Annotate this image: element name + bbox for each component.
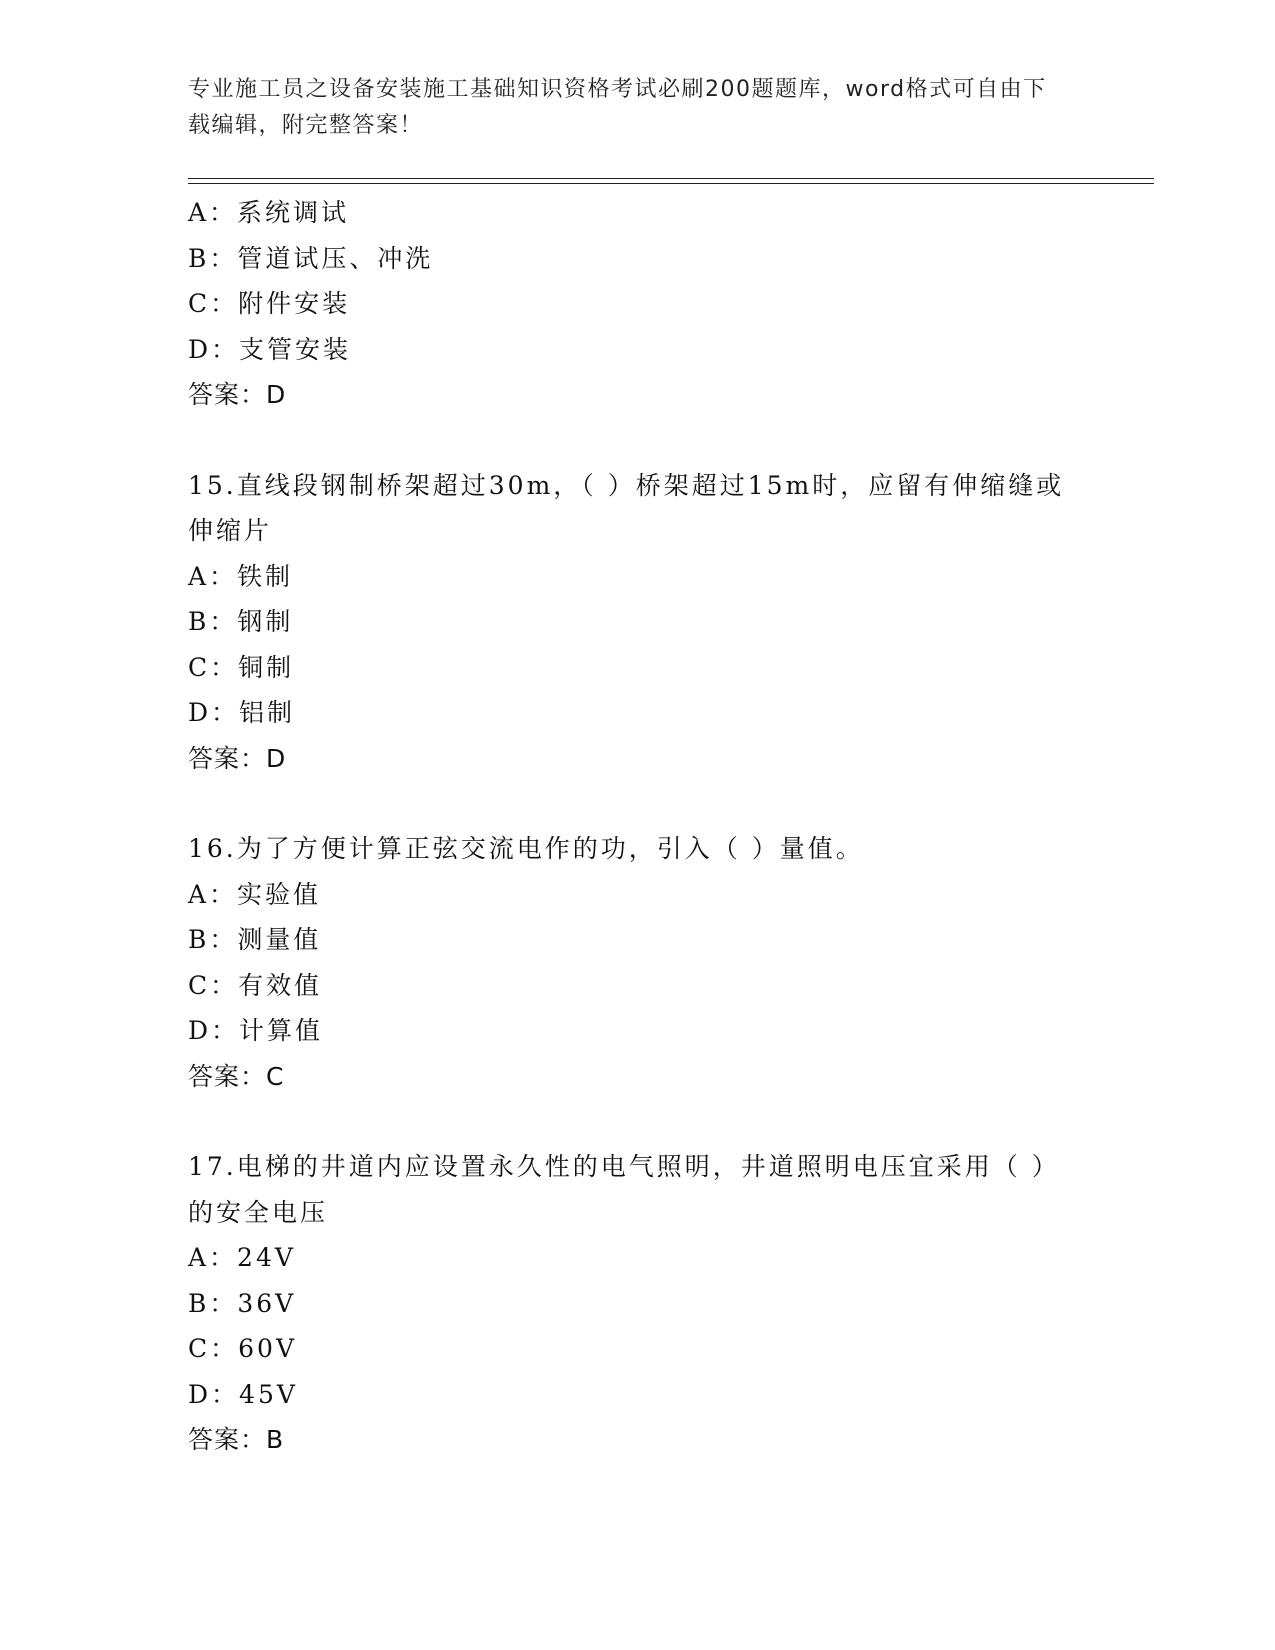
option-a: A：铁制 [188, 561, 294, 591]
spacer [188, 781, 1108, 826]
option-c: C：铜制 [188, 652, 295, 682]
option-d: D：铝制 [188, 698, 296, 727]
option-a: A：24V [188, 1243, 296, 1272]
option-c: C：附件安装 [188, 289, 351, 318]
question-text: 15.直线段钢制桥架超过30m，（ ）桥架超过15m时，应留有伸缩缝或伸缩片 [188, 470, 1065, 545]
option-c: C：有效值 [188, 970, 323, 1000]
option-b: B：钢制 [188, 607, 294, 636]
option-b: B：测量值 [188, 925, 322, 954]
question-text: 16.为了方便计算正弦交流电作的功，引入（ ）量值。 [188, 834, 864, 863]
option-d: D：45V [188, 1379, 298, 1409]
option-a: A：实验值 [188, 879, 322, 909]
option-d: D：支管安装 [188, 334, 352, 364]
option-c: C：60V [188, 1334, 297, 1363]
header-rule-top [188, 178, 1154, 179]
answer: 答案：D [188, 743, 287, 773]
question-block [188, 463, 1108, 782]
document-header: 专业施工员之设备安装施工基础知识资格考试必刷200题题库，word格式可自由下载编辑，附完整答案！ [188, 77, 1047, 138]
question-list [188, 190, 1108, 1463]
option-d: D：计算值 [188, 1016, 324, 1045]
question-block [188, 190, 1108, 418]
option-b: B：36V [188, 1288, 297, 1318]
question-text: 17.电梯的井道内应设置永久性的电气照明，井道照明电压宜采用（ ）的安全电压 [188, 1152, 1060, 1227]
answer: 答案：D [188, 380, 287, 409]
answer: 答案：B [188, 1425, 285, 1454]
spacer [188, 418, 1108, 463]
header-rule-bottom [188, 183, 1154, 184]
spacer [188, 1099, 1108, 1144]
question-block [188, 826, 1108, 1099]
option-a: A：系统调试 [188, 198, 350, 227]
question-block [188, 1144, 1108, 1463]
answer: 答案：C [188, 1061, 285, 1091]
option-b: B：管道试压、冲洗 [188, 243, 434, 273]
